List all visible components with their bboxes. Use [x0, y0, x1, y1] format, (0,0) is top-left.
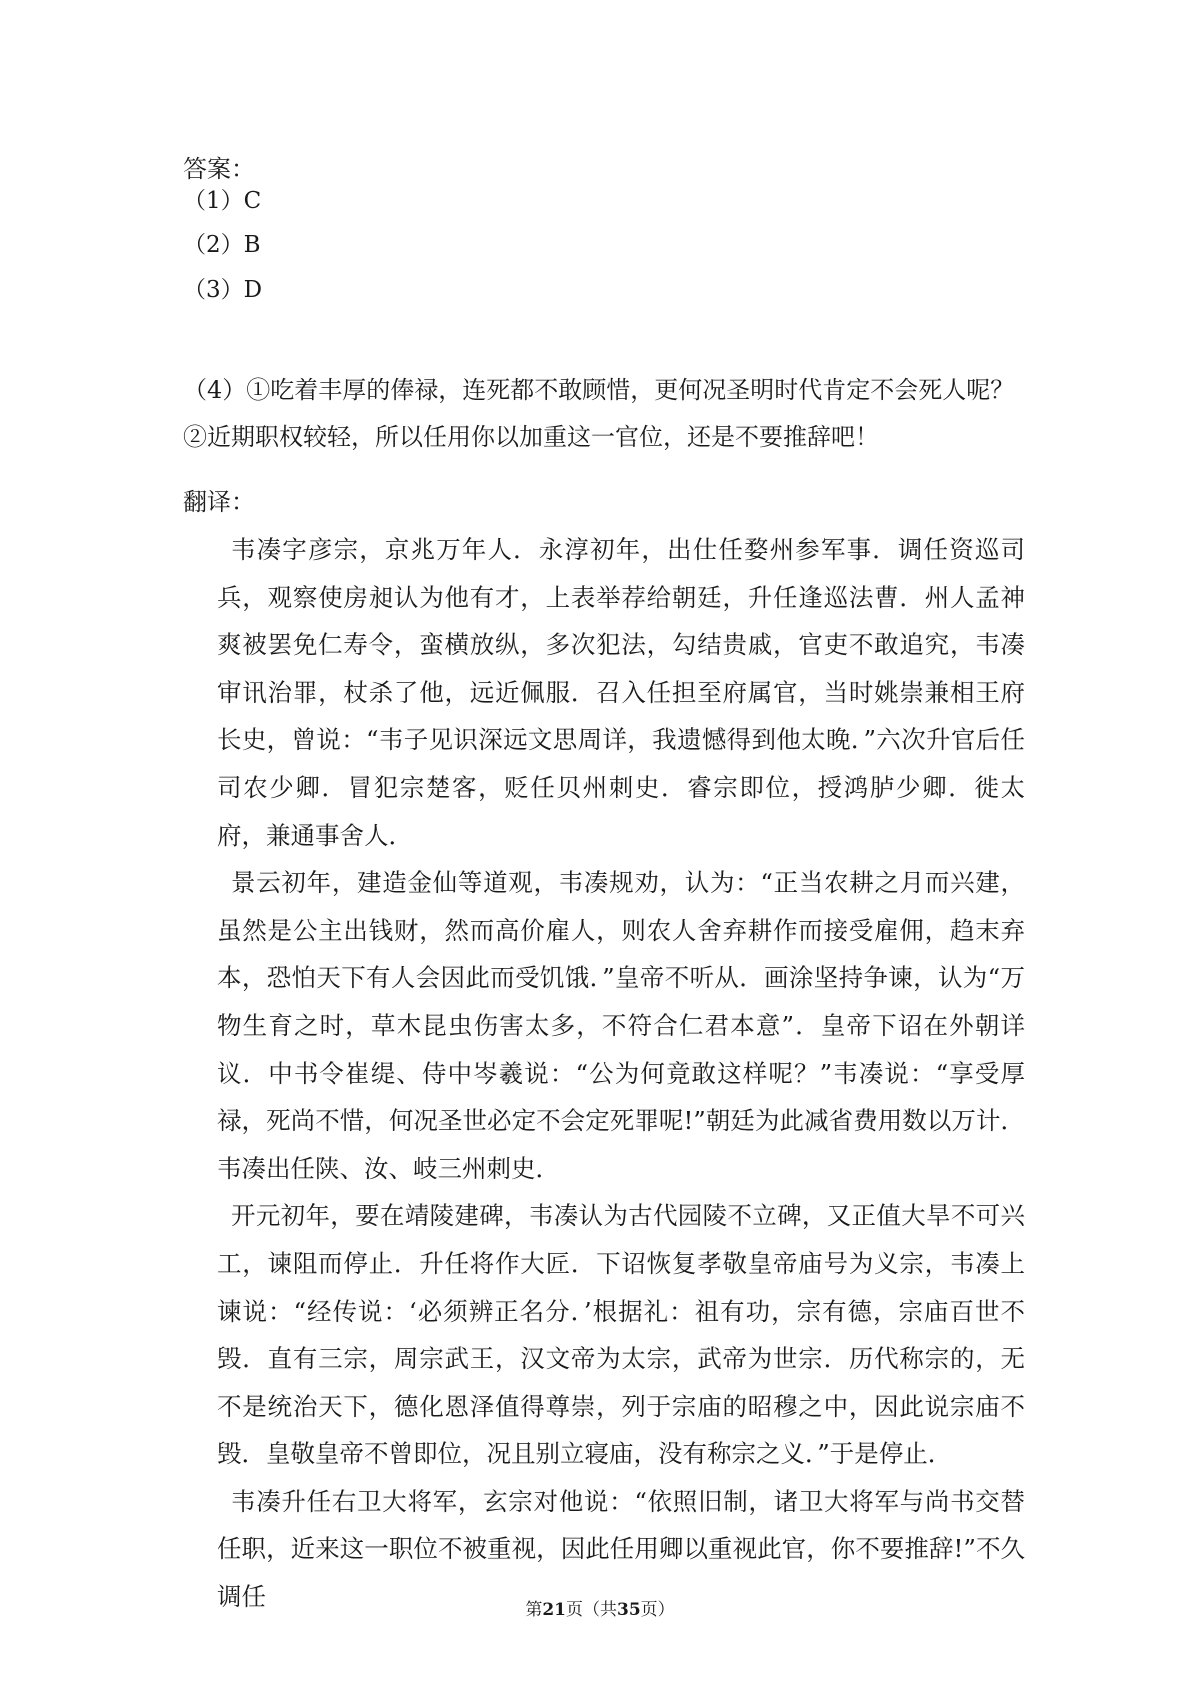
translation-body [217, 526, 1025, 1621]
answer-item-4-line-1: （4）①吃着丰厚的俸禄，连死都不敢顾惜，更何况圣明时代肯定不会死人呢？ [183, 376, 1015, 404]
translation-paragraph: 韦凑字彦宗，京兆万年人．永淳初年，出仕任婺州参军事．调任资巡司兵，观察使房昶认为他有才，上表举荐给朝廷，升任逢巡法曹．州人孟神爽被罢免仁寿令，蛮横放纵，多次犯法，勾结贵戚，官吏不敢追究，韦凑审讯治罪，杖杀了他，远近佩服．召入任担至府属官，当时姚崇兼相王府长史，曾说：“韦子见识深远文思周详，我遗憾得到他太晚．”六次升官后任司农少卿．冒犯宗楚客，贬任贝州刺史．睿宗即位，授鸿胪少卿．徙太府，兼通事舍人． [217, 535, 1025, 850]
footer-middle: 页（共 [566, 1600, 617, 1620]
page-footer [0, 1598, 1200, 1622]
answer-item-4 [183, 367, 1043, 461]
translation-paragraph: 景云初年，建造金仙等道观，韦凑规劝，认为：“正当农耕之月而兴建，虽然是公主出钱财，然而高价雇人，则农人舍弃耕作而接受雇佣，趋末弃本，恐怕天下有人会因此而受饥饿．”皇帝不听从．画涂坚持争谏，认为“万物生育之时，草木昆虫伤害太多，不符合仁君本意”．皇帝下诏在外朝详议．中书令崔缇、侍中岑羲说：“公为何竟敢这样呢？”韦凑说：“享受厚禄，死尚不惜，何况圣世必定不会定死罪呢!”朝廷为此减省费用数以万计．韦凑出任陕、汝、岐三州刺史． [217, 868, 1025, 1183]
answer-item-2: （2）B [183, 232, 261, 258]
footer-suffix: 页） [640, 1600, 675, 1620]
translation-paragraph: 韦凑升任右卫大将军，玄宗对他说：“依照旧制，诸卫大将军与尚书交替任职，近来这一职位不被重视，因此任用卿以重视此官，你不要推辞!”不久调任 [217, 1486, 1025, 1612]
footer-total-pages: 35 [617, 1600, 641, 1620]
translation-paragraph: 开元初年，要在靖陵建碑，韦凑认为古代园陵不立碑，又正值大旱不可兴工，谏阻而停止．升任将作大匠．下诏恢复孝敬皇帝庙号为义宗，韦凑上谏说：“经传说：‘必须辨正名分．’根据礼：祖有功，宗有德，宗庙百世不毁．直有三宗，周宗武王，汉文帝为太宗，武帝为世宗．历代称宗的，无不是统治天下，德化恩泽值得尊崇，列于宗庙的昭穆之中，因此说宗庙不毁．皇敬皇帝不曾即位，况且别立寝庙，没有称宗之义．”于是停止． [217, 1201, 1025, 1469]
answer-item-3: （3）D [183, 277, 263, 303]
translation-heading: 翻译： [183, 488, 255, 516]
footer-page-number: 21 [542, 1600, 566, 1620]
answers-heading: 答案： [183, 155, 255, 183]
answer-item-1: （1）C [183, 188, 262, 214]
answer-item-4-line-2: ②近期职权较轻，所以任用你以加重这一官位，还是不要推辞吧！ [183, 423, 879, 451]
footer-prefix: 第 [525, 1600, 543, 1620]
